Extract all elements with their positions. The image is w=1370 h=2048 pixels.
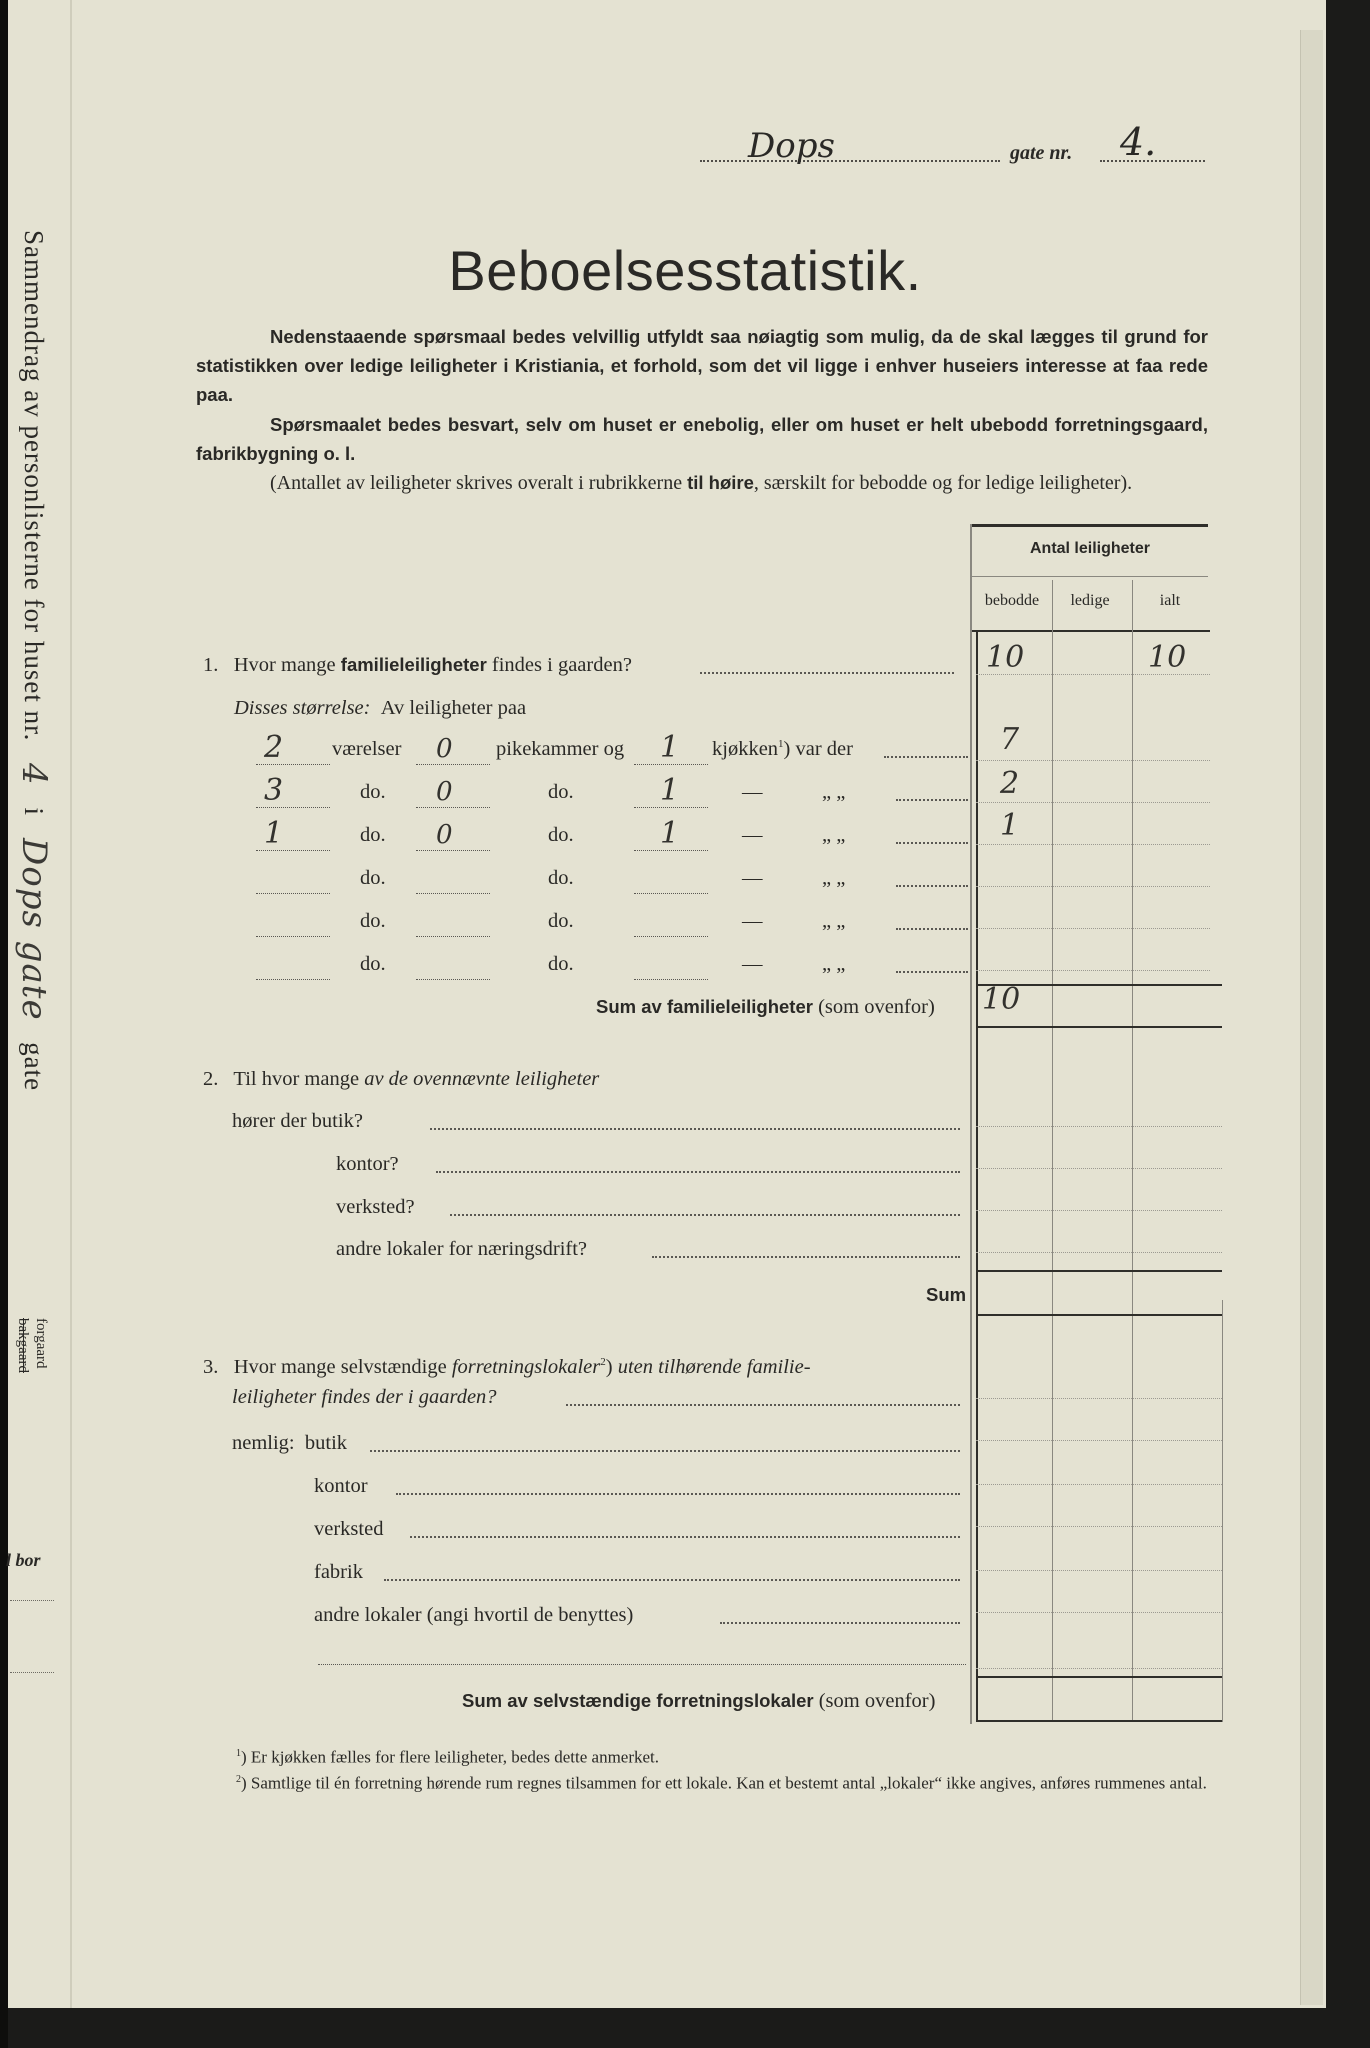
q3-text-a: Hvor mange selvstændige [233, 1356, 452, 1378]
q2-butik-label: hører der butik? [232, 1110, 363, 1132]
margin-bakgaard: bakgaard [15, 1318, 31, 1373]
size-row-dots [896, 842, 968, 844]
size-row-6-empty[interactable] [256, 953, 976, 987]
do-label: do. [360, 953, 386, 975]
margin-bor: l bor [6, 1550, 41, 1570]
q1-bebodde-value[interactable]: 10 [986, 640, 1025, 675]
size-row-underline [416, 807, 490, 808]
footnote-2-text: ) Samtlige til én forretning hørende rum regnes tilsammen for ett lokale. Kan et bestemt antal „lokaler“ ikke angives, anføres rummenes antal. [241, 1773, 1207, 1793]
street-field[interactable] [700, 120, 1205, 170]
q3-fabrik-dots [384, 1579, 960, 1581]
table-header-divider [972, 576, 1208, 577]
row-separator [976, 1398, 1222, 1399]
q1-sizes-label: Disses størrelse: [234, 697, 371, 719]
intro-paragraph-3 [196, 468, 1208, 498]
row-separator [976, 886, 1210, 887]
margin-small-text [14, 1318, 50, 1373]
size-row-underline [256, 807, 330, 808]
intro-p3-text-end: , særskilt for bebodde og for ledige leiligheter). [753, 472, 1133, 494]
do-label: do. [360, 910, 386, 932]
pikekammer-label: pikekammer og [496, 738, 625, 760]
row-separator [976, 1612, 1222, 1613]
row-separator [976, 1440, 1222, 1441]
size-row-dots [884, 756, 968, 758]
kjokken-footnote-ref: 1 [778, 738, 784, 751]
q1-sum-label: Sum av familieleiligheter [596, 996, 813, 1017]
intro-paragraph-2: Spørsmaalet bedes besvart, selv om huset er enebolig, eller om huset er helt ubebodd forretningsgaard, fabrikbygning o. l. [196, 414, 1208, 464]
ditto-dash: — [742, 867, 763, 889]
q3-nemlig-label: nemlig: [232, 1432, 295, 1454]
size-row-underline [256, 850, 330, 851]
table-header-antal: Antal leiligheter [1029, 540, 1151, 557]
ditto-quotes: „ „ [822, 910, 846, 932]
q3-butik-label: butik [304, 1432, 348, 1454]
ditto-dash: — [742, 953, 763, 975]
row-separator [976, 1168, 1222, 1169]
q3-butik-line [232, 1432, 347, 1455]
ditto-dash: — [742, 910, 763, 932]
sum2-bottom-rule [976, 1314, 1222, 1316]
do-label: do. [548, 781, 574, 803]
size-row-3-vaerelser-value[interactable]: 1 [264, 816, 284, 851]
sum3-bottom-rule [976, 1720, 1222, 1722]
row-separator [976, 1126, 1222, 1127]
margin-hand-number: 4 [14, 763, 54, 786]
q2-andre-dots [652, 1256, 960, 1258]
margin-forgaard: forgaard [33, 1318, 49, 1369]
q3-number: 3. [203, 1356, 219, 1378]
size-row-underline [256, 979, 330, 980]
margin-text-3: gate [19, 1042, 49, 1092]
q3-blank-line[interactable] [318, 1664, 966, 1665]
kjokken-label [712, 738, 853, 761]
var-der-label: ) var der [783, 738, 853, 760]
q2-line [203, 1068, 599, 1091]
intro-p3-text: (Antallet av leiligheter skrives overalt i rubrikkerne [270, 472, 688, 494]
footnote-1 [236, 1742, 1208, 1770]
margin-dotted-line [10, 1672, 54, 1673]
q3-sum-suffix: (som ovenfor) [813, 1690, 936, 1712]
q2-text-a: Til hvor mange [233, 1068, 365, 1090]
row-separator [976, 1210, 1222, 1211]
ditto-dash: — [742, 824, 763, 846]
q3-text-italic-2: uten tilhørende familie- [617, 1356, 811, 1378]
table-header-bottom-rule [972, 630, 1210, 632]
do-label: do. [360, 824, 386, 846]
size-row-underline [634, 807, 708, 808]
col-rule-3 [1132, 580, 1133, 1722]
q3-line [203, 1356, 811, 1379]
footnote-2 [236, 1768, 1208, 1796]
size-row-dots [896, 799, 968, 801]
margin-text-1: Sammendrag av personlisterne for huset nr. [19, 230, 49, 742]
size-row-2-kjokken-value[interactable]: 1 [660, 773, 680, 808]
gate-nr-label: gate nr. [1010, 142, 1073, 164]
q3-text-line-2: leiligheter findes der i gaarden? [232, 1386, 497, 1408]
row-separator [976, 1570, 1222, 1571]
q2-text-italic: av de ovennævnte leiligheter [364, 1068, 600, 1090]
size-row-2 [256, 773, 976, 815]
ditto-quotes: „ „ [822, 953, 846, 975]
q3-andre-dots [720, 1622, 960, 1624]
q1-ialt-value[interactable]: 10 [1148, 640, 1187, 675]
size-row-3-kjokken-value[interactable]: 1 [660, 816, 680, 851]
q2-butik-dots [430, 1128, 960, 1130]
row-separator [976, 760, 1210, 761]
size-row-underline [256, 936, 330, 937]
size-row-1-vaerelser-value[interactable]: 2 [264, 730, 284, 765]
do-label: do. [548, 910, 574, 932]
q3-sum-label: Sum av selvstændige forretningslokaler [462, 1690, 814, 1711]
do-label: do. [360, 781, 386, 803]
size-row-2-vaerelser-value[interactable]: 3 [264, 773, 284, 808]
q1-leader-dots [700, 672, 954, 674]
row-separator [976, 970, 1210, 971]
row-separator [976, 1252, 1222, 1253]
q2-sum-label: Sum [926, 1284, 967, 1305]
page-title: Beboelsesstatistik. [448, 239, 922, 302]
col-header-ledige: ledige [1070, 592, 1110, 609]
street-name-handwritten: Dops [748, 126, 835, 166]
row-separator [976, 1484, 1222, 1485]
row-separator [976, 844, 1210, 845]
q3-butik-dots [370, 1450, 960, 1452]
size-row-underline [634, 936, 708, 937]
size-row-underline [256, 893, 330, 894]
q3-footnote-ref: 2 [600, 1356, 606, 1369]
size-row-underline [634, 764, 708, 765]
intro-paragraph-1: Nedenstaaende spørsmaal bedes velvillig utfyldt saa nøiagtig som mulig, da de skal lægges til grund for statistikken over ledige leiligheter i Kristiania, et forhold, som det vil ligge i enhver huseiers interesse at faa rede paa. [196, 326, 1208, 405]
margin-vertical-text [14, 230, 54, 1091]
do-label: do. [360, 867, 386, 889]
intro-p3-bold: til høire [687, 472, 754, 493]
size-row-5-empty[interactable] [256, 910, 976, 944]
col-header-ialt: ialt [1159, 592, 1181, 609]
size-row-underline [416, 850, 490, 851]
size-row-underline [416, 893, 490, 894]
size-row-underline [416, 979, 490, 980]
q2-kontor-dots [436, 1171, 960, 1173]
do-label: do. [548, 867, 574, 889]
margin-text-2: i [19, 807, 49, 817]
q3-text-c: ) [605, 1356, 618, 1378]
row-separator [976, 1668, 1222, 1669]
q3-leader-dots [566, 1404, 960, 1406]
size-row-underline [416, 936, 490, 937]
size-row-3-pikekammer-value[interactable]: 0 [436, 820, 453, 850]
footnote-2-mark: 2 [236, 1774, 241, 1785]
q1-text-c: findes i gaarden? [486, 654, 632, 676]
do-label: do. [548, 953, 574, 975]
col-rule-4 [1222, 1300, 1223, 1722]
table-top-rule [970, 524, 1208, 527]
q2-andre-label: andre lokaler for næringsdrift? [336, 1238, 588, 1260]
sum3-top-rule [976, 1676, 1222, 1678]
q3-kontor-dots [396, 1493, 960, 1495]
q3-kontor-label: kontor [314, 1475, 368, 1497]
size-row-1-kjokken-value[interactable]: 1 [660, 730, 680, 765]
q1-sum-bebodde-value[interactable]: 10 [982, 982, 1021, 1017]
q3-andre-label: andre lokaler (angi hvortil de benyttes) [314, 1604, 634, 1626]
ditto-quotes: „ „ [822, 824, 846, 846]
q3-text-italic: forretningslokaler [451, 1356, 601, 1378]
size-row-dots [896, 885, 968, 887]
size-row-1-pikekammer-value[interactable]: 0 [436, 734, 453, 764]
q1-sizes-text: Av leiligheter paa [380, 697, 527, 719]
size-row-2-pikekammer-value[interactable]: 0 [436, 777, 453, 807]
margin-hand-street: Dops gate [14, 837, 54, 1021]
q1-number: 1. [203, 654, 219, 676]
q1-sum-line [596, 996, 935, 1019]
q2-number: 2. [203, 1068, 219, 1090]
row-separator [976, 1526, 1222, 1527]
size-row-dots [896, 971, 968, 973]
ditto-quotes: „ „ [822, 781, 846, 803]
sum2-top-rule [976, 1270, 1222, 1272]
q3-fabrik-label: fabrik [314, 1561, 363, 1583]
vaerelser-label: værelser [332, 738, 402, 760]
sheet-edge [1300, 30, 1323, 2005]
ditto-dash: — [742, 781, 763, 803]
margin-dotted-line [10, 1600, 54, 1601]
q1-sizes-line [234, 697, 526, 720]
sum1-bottom-rule [976, 1026, 1222, 1028]
q3-sum-line [462, 1690, 935, 1713]
scanner-background [0, 0, 8, 2048]
street-dotline [700, 160, 1000, 162]
row-separator [976, 928, 1210, 929]
q1-sum-suffix: (som ovenfor) [812, 996, 935, 1018]
table-left-border [970, 524, 972, 1724]
q1-text-a: Hvor mange [233, 654, 341, 676]
do-label: do. [548, 824, 574, 846]
size-row-underline [634, 893, 708, 894]
q1-line [203, 654, 632, 677]
q2-verksted-label: verksted? [336, 1196, 415, 1218]
size-row-underline [256, 764, 330, 765]
q3-verksted-dots [410, 1536, 960, 1538]
q1-text-bold: familieleiligheter [340, 654, 487, 675]
size-row-4-empty[interactable] [256, 867, 976, 901]
ditto-quotes: „ „ [822, 867, 846, 889]
size-row-underline [416, 764, 490, 765]
size-row-3 [256, 816, 976, 858]
q2-verksted-dots [450, 1214, 960, 1216]
col-header-bebodde: bebodde [984, 592, 1040, 609]
size-row-1 [256, 730, 976, 772]
row-separator [976, 802, 1210, 803]
col-rule-2 [1052, 580, 1053, 1722]
col-rule-1 [976, 632, 978, 1722]
street-number-handwritten: 4. [1120, 120, 1157, 164]
size-row-1-bebodde-value[interactable]: 7 [1000, 722, 1020, 757]
size-row-underline [634, 850, 708, 851]
size-row-3-bebodde-value[interactable]: 1 [1000, 808, 1020, 843]
footnote-1-mark: 1 [236, 1748, 241, 1759]
q3-verksted-label: verksted [314, 1518, 384, 1540]
size-row-underline [634, 979, 708, 980]
kjokken-label-text: kjøkken [712, 738, 779, 760]
size-row-2-bebodde-value[interactable]: 2 [1000, 766, 1020, 801]
q2-kontor-label: kontor? [336, 1153, 399, 1175]
footnote-1-text: ) Er kjøkken fælles for flere leiligheter, bedes dette anmerket. [241, 1747, 660, 1767]
size-row-dots [896, 928, 968, 930]
